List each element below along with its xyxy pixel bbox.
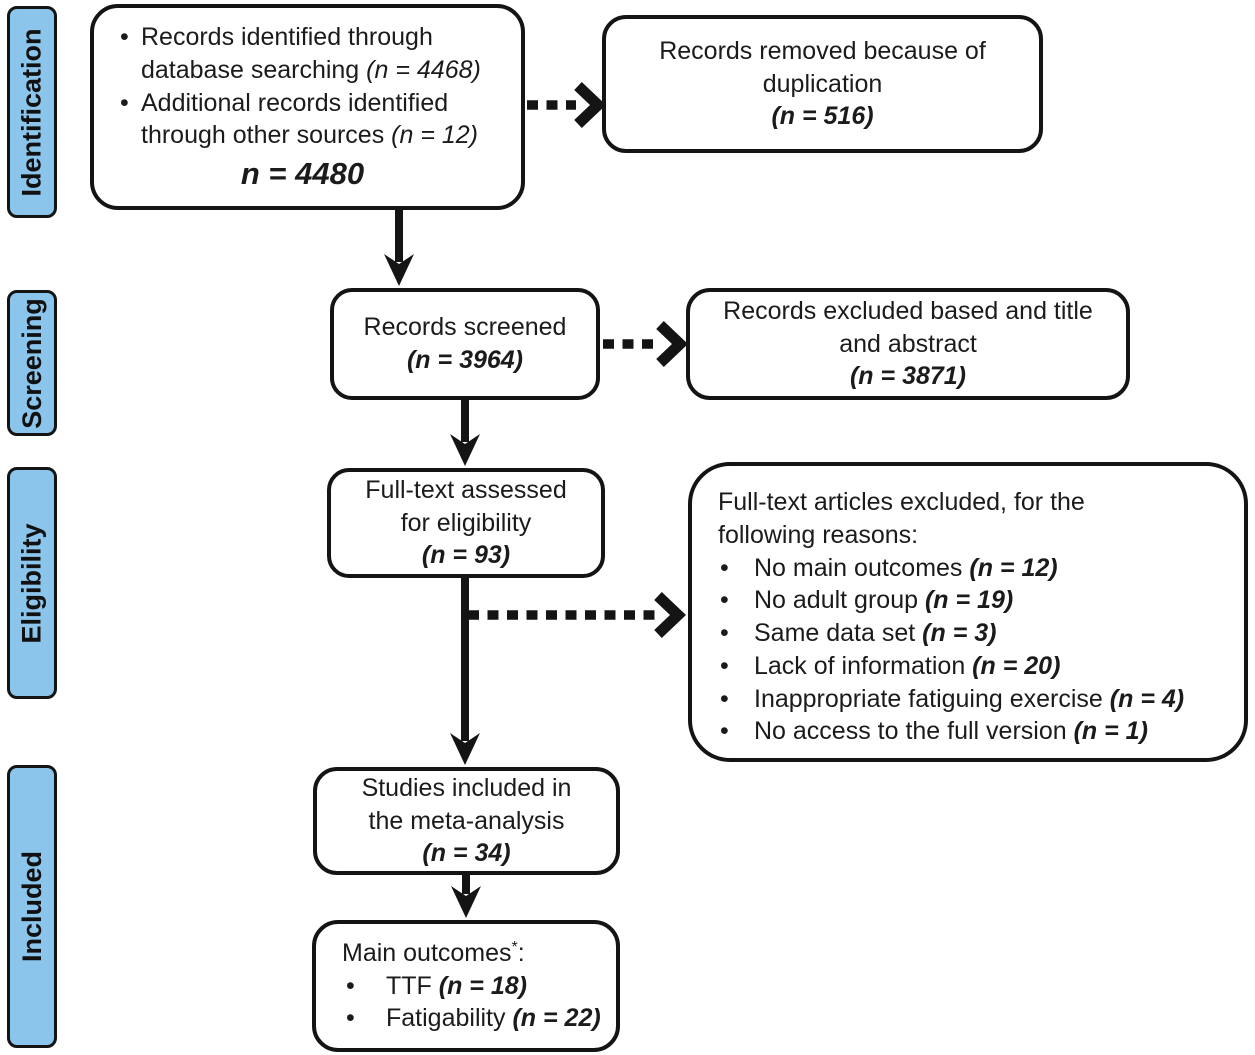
stage-label-eligibility <box>7 467 57 699</box>
reasons-list <box>718 552 1226 749</box>
outcome-text: Fatigability <box>386 1004 513 1033</box>
stage-label-screening-text: Screening <box>16 297 47 429</box>
item-text: through other sources <box>141 121 392 150</box>
item-text: Additional records identified <box>141 88 449 117</box>
reason-count: (n = 12) <box>969 553 1058 582</box>
fulltext-text-line2: for eligibility <box>400 508 532 537</box>
duplicates-text-line2: duplication <box>762 69 883 98</box>
box-duplicates-removed <box>602 15 1043 153</box>
stage-label-included-text: Included <box>16 850 47 963</box>
outcome-fatigability <box>342 1002 606 1035</box>
identification-records-list <box>94 21 511 152</box>
item-count: (n = 12) <box>391 121 479 150</box>
reason-text: No main outcomes <box>754 553 970 582</box>
list-item-database-searching <box>94 21 511 87</box>
item-count: (n = 4468) <box>366 55 481 84</box>
reason-text: No adult group <box>754 586 925 615</box>
stage-label-eligibility-text: Eligibility <box>16 522 47 644</box>
reason-inappropriate-exercise <box>718 683 1226 716</box>
item-text: database searching <box>141 55 367 84</box>
outcomes-header-colon: : <box>517 938 525 967</box>
fulltext-text-line1: Full-text assessed <box>365 475 567 504</box>
reason-text: Lack of information <box>754 651 973 680</box>
excluded-title-text-line2: and abstract <box>839 329 977 358</box>
included-text-line2: the meta-analysis <box>368 806 565 835</box>
reason-no-main-outcomes <box>718 552 1226 585</box>
screened-count: (n = 3964) <box>406 346 524 374</box>
included-count: (n = 34) <box>422 839 511 868</box>
included-to-outcomes-arrow <box>451 875 481 918</box>
excluded-title-text-line1: Records excluded based and title <box>723 296 1093 325</box>
screened-to-excluded-arrow <box>603 325 680 363</box>
screened-text: Records screened <box>363 313 567 342</box>
box-identification-records <box>90 4 525 210</box>
reason-count: (n = 3) <box>922 619 997 647</box>
stage-label-identification <box>7 6 57 218</box>
fulltext-count: (n = 93) <box>421 541 511 570</box>
outcomes-header-text: Main outcomes <box>342 938 512 967</box>
item-text: Records identified through <box>141 23 433 52</box>
reason-no-adult-group <box>718 584 1226 617</box>
outcomes-list <box>342 970 606 1036</box>
outcome-count: (n = 22) <box>512 1004 601 1033</box>
list-item-other-sources <box>94 87 511 153</box>
outcomes-header <box>342 937 606 970</box>
box-main-outcomes <box>312 920 620 1052</box>
reason-text: Inappropriate fatiguing exercise <box>754 684 1110 713</box>
reasons-header-line2: following reasons: <box>718 520 919 549</box>
box-fulltext-assessed <box>327 468 605 578</box>
outcome-text: TTF <box>386 971 439 1000</box>
outcomes-asterisk: * <box>511 939 518 957</box>
stage-label-included <box>7 765 57 1048</box>
reason-same-data-set <box>718 617 1226 650</box>
identification-to-screened-arrow <box>384 210 414 286</box>
reason-text: Same data set <box>754 619 923 647</box>
reasons-header <box>718 486 1226 552</box>
screened-to-fulltext-arrow <box>450 400 480 466</box>
fulltext-to-reasons-arrow <box>468 596 678 634</box>
stage-label-screening <box>7 290 57 436</box>
outcome-ttf <box>342 970 606 1003</box>
reasons-header-line1: Full-text articles excluded, for the <box>718 488 1085 516</box>
reason-count: (n = 1) <box>1073 717 1148 746</box>
reason-no-access <box>718 715 1226 748</box>
reason-text: No access to the full version <box>754 717 1074 746</box>
box-records-screened <box>330 288 600 400</box>
included-text-line1: Studies included in <box>361 773 572 802</box>
excluded-title-count: (n = 3871) <box>849 362 967 391</box>
stage-label-identification-text: Identification <box>16 28 47 196</box>
identification-to-duplicates-arrow <box>527 86 598 124</box>
reason-count: (n = 20) <box>972 651 1061 680</box>
box-records-excluded-title-abstract <box>686 288 1130 400</box>
box-fulltext-excluded-reasons <box>688 462 1248 762</box>
reason-count: (n = 4) <box>1109 684 1185 713</box>
duplicates-count: (n = 516) <box>771 102 874 131</box>
box-studies-included <box>313 767 620 875</box>
fulltext-to-included-arrow <box>450 578 480 765</box>
reason-lack-of-information <box>718 650 1226 683</box>
outcome-count: (n = 18) <box>438 971 527 1000</box>
identification-total-count: n = 4480 <box>240 156 365 192</box>
duplicates-text-line1: Records removed because of <box>659 36 986 65</box>
reason-count: (n = 19) <box>924 586 1014 615</box>
